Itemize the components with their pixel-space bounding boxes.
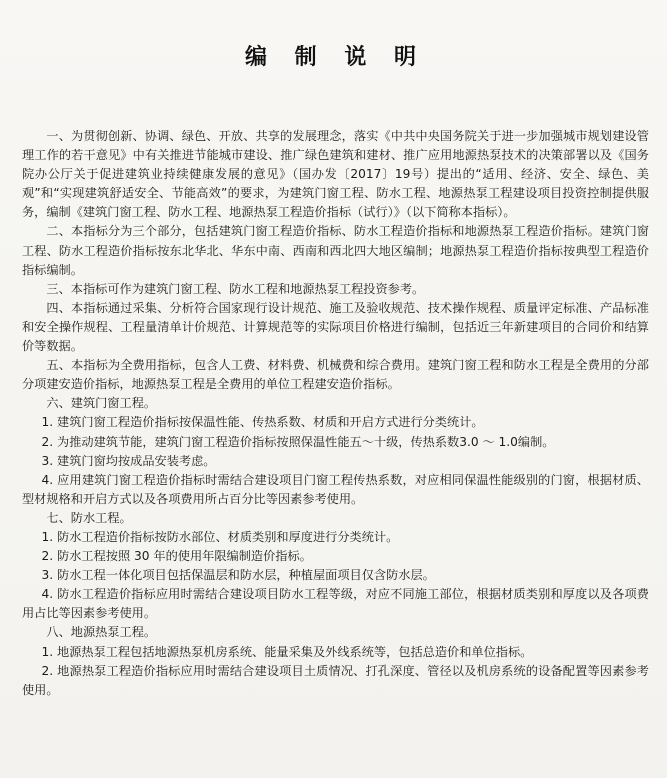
list-item: 2. 地源热泵工程造价指标应用时需结合建设项目土质情况、打孔深度、管径以及机房系统的设备配置等因素参考使用。 [22,663,649,697]
intro-paragraphs [22,127,649,394]
list-item: 3. 建筑门窗均按成品安装考虑。 [41,453,216,468]
section-ground-source-heat-pump [22,623,649,699]
paragraph-1: 一、为贯彻创新、协调、绿色、开放、共享的发展理念，落实《中共中央国务院关于进一步加强城市规划建设管理工作的若干意见》中有关推进节能城市建设、推广绿色建筑和建材、推广应用地源热泵技术的决策部署以及《国务院办公厅关于促进建筑业持续健康发展的意见》（国办发〔2017〕19号）提出的“适用、经济、安全、绿色、美观”和“实现建筑舒适安全、节能高效”的要求，为建筑门窗工程、防水工程、地源热泵工程建设项目投资控制提供服务，编制《建筑门窗工程、防水工程、地源热泵工程造价指标（试行）》（以下简称本指标）。 [22,129,649,220]
list-item: 3. 防水工程一体化项目包括保温层和防水层，种植屋面项目仅含防水层。 [41,568,435,583]
section-windows-doors [22,394,649,509]
section-heading: 八、地源热泵工程。 [46,625,157,640]
list-item: 1. 建筑门窗工程造价指标按保温性能、传热系数、材质和开启方式进行分类统计。 [41,415,484,430]
paragraph-3: 三、本指标可作为建筑门窗工程、防水工程和地源热泵工程投资参考。 [46,281,425,296]
paragraph-4: 四、本指标通过采集、分析符合国家现行设计规范、施工及验收规范、技术操作规程、质量评定标准、产品标准和安全操作规程、工程量清单计价规范、计算规范等的实际项目价格进行编制，包括近三年新建项目的合同价和结算价等数据。 [22,300,649,354]
list-item: 4. 应用建筑门窗工程造价指标时需结合建设项目门窗工程传热系数，对应相同保温性能级别的门窗，根据材质、型材规格和开启方式以及各项费用所占百分比等因素参考使用。 [22,472,649,506]
page-title: 编 制 说 明 [245,45,426,70]
list-item: 4. 防水工程造价指标应用时需结合建设项目防水工程等级，对应不同施工部位，根据材质类别和厚度以及各项费用占比等因素参考使用。 [22,587,649,621]
list-item: 2. 防水工程按照 30 年的使用年限编制造价指标。 [41,549,312,564]
paragraph-5: 五、本指标为全费用指标，包含人工费、材料费、机械费和综合费用。建筑门窗工程和防水工程是全费用的分部分项建安造价指标，地源热泵工程是全费用的单位工程建安造价指标。 [22,358,649,392]
section-heading: 七、防水工程。 [46,510,132,525]
section-heading: 六、建筑门窗工程。 [46,396,157,411]
list-item: 1. 防水工程造价指标按防水部位、材质类别和厚度进行分类统计。 [41,529,399,544]
list-item: 2. 为推动建筑节能，建筑门窗工程造价指标按照保温性能五～十级，传热系数3.0 ～ 1.0编制。 [41,434,555,449]
paragraph-2: 二、本指标分为三个部分，包括建筑门窗工程造价指标、防水工程造价指标和地源热泵工程造价指标。建筑门窗工程、防水工程造价指标按东北华北、华东中南、西南和西北四大地区编制；地源热泵工程造价指标按典型工程造价指标编制。 [22,224,649,277]
section-waterproofing [22,509,649,624]
list-item: 1. 地源热泵工程包括地源热泵机房系统、能量采集及外线系统等，包括总造价和单位指标。 [41,644,533,659]
